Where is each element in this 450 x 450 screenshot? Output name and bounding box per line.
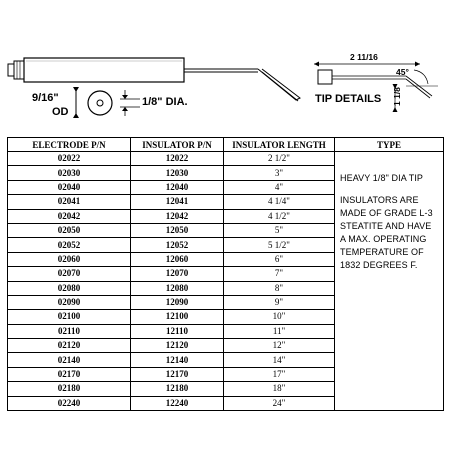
insulator-pn-cell: 12040 — [131, 180, 224, 194]
insulator-pn-cell: 12090 — [131, 295, 224, 309]
insulator-pn-cell: 12140 — [131, 353, 224, 367]
insulator-pn-cell: 12120 — [131, 339, 224, 353]
insulator-length-cell: 11" — [224, 324, 335, 338]
electrode-pn-cell: 02080 — [8, 281, 131, 295]
tip-details-title: TIP DETAILS — [315, 93, 382, 105]
electrode-pn-cell: 02041 — [8, 195, 131, 209]
electrode-drawing — [0, 0, 450, 135]
electrode-pn-cell: 02042 — [8, 209, 131, 223]
insulator-length-cell: 17" — [224, 367, 335, 381]
od-sub-label: OD — [52, 106, 69, 118]
insulator-pn-cell: 12110 — [131, 324, 224, 338]
insulator-pn-cell: 12080 — [131, 281, 224, 295]
electrode-pn-cell: 02120 — [8, 339, 131, 353]
electrode-pn-cell: 02140 — [8, 353, 131, 367]
insulator-length-cell: 18" — [224, 382, 335, 396]
electrode-pn-cell: 02070 — [8, 267, 131, 281]
insulator-length-cell: 4 1/2" — [224, 209, 335, 223]
insulator-pn-cell: 12070 — [131, 267, 224, 281]
electrode-spec-table — [7, 137, 444, 411]
electrode-pn-cell: 02052 — [8, 238, 131, 252]
insulator-length-cell: 24" — [224, 396, 335, 410]
insulator-pn-cell: 12052 — [131, 238, 224, 252]
insulator-length-cell: 7" — [224, 267, 335, 281]
insulator-length-cell: 10" — [224, 310, 335, 324]
electrode-pn-cell: 02040 — [8, 180, 131, 194]
insulator-pn-cell: 12060 — [131, 252, 224, 266]
insulator-length-cell: 5" — [224, 223, 335, 237]
insulator-pn-cell: 12170 — [131, 367, 224, 381]
insulator-length-cell: 9" — [224, 295, 335, 309]
od-label: 9/16" — [32, 92, 59, 104]
table-header-row — [8, 138, 444, 152]
insulator-pn-cell: 12240 — [131, 396, 224, 410]
tip-angle-label: 45° — [396, 67, 409, 77]
electrode-pn-cell: 02090 — [8, 295, 131, 309]
insulator-length-cell: 3" — [224, 166, 335, 180]
tip-length-label: 2 11/16 — [350, 52, 378, 62]
insulator-length-cell: 12" — [224, 339, 335, 353]
electrode-pn-cell: 02110 — [8, 324, 131, 338]
header-electrode-pn: ELECTRODE P/N — [8, 138, 131, 152]
insulator-pn-cell: 12041 — [131, 195, 224, 209]
tip-details-diagram — [314, 52, 438, 112]
insulator-pn-cell: 12042 — [131, 209, 224, 223]
insulator-pn-cell: 12100 — [131, 310, 224, 324]
insulator-length-cell: 2 1/2" — [224, 152, 335, 166]
electrode-pn-cell: 02060 — [8, 252, 131, 266]
electrode-pn-cell: 02030 — [8, 166, 131, 180]
insulator-length-cell: 6" — [224, 252, 335, 266]
type-cell — [335, 152, 444, 411]
type-note-insulator: INSULATORS ARE MADE OF GRADE L-3 STEATITE AND HAVE A MAX. OPERATING TEMPERATURE OF 1832 DEGREES F. — [340, 195, 433, 271]
insulator-pn-cell: 12030 — [131, 166, 224, 180]
header-insulator-length: INSULATOR LENGTH — [224, 138, 335, 152]
table-row — [8, 152, 444, 166]
header-type: TYPE — [335, 138, 444, 152]
insulator-length-cell: 5 1/2" — [224, 238, 335, 252]
insulator-length-cell: 14" — [224, 353, 335, 367]
electrode-pn-cell: 02170 — [8, 367, 131, 381]
insulator-pn-cell: 12050 — [131, 223, 224, 237]
electrode-pn-cell: 02100 — [8, 310, 131, 324]
header-insulator-pn: INSULATOR P/N — [131, 138, 224, 152]
dia-label: 1/8" DIA. — [142, 96, 188, 108]
electrode-pn-cell: 02180 — [8, 382, 131, 396]
type-note-tip: HEAVY 1/8" DIA TIP — [340, 173, 424, 183]
insulator-length-cell: 8" — [224, 281, 335, 295]
insulator-length-cell: 4 1/4" — [224, 195, 335, 209]
electrode-pn-cell: 02050 — [8, 223, 131, 237]
insulator-pn-cell: 12022 — [131, 152, 224, 166]
end-view-diagram — [32, 87, 188, 118]
insulator-pn-cell: 12180 — [131, 382, 224, 396]
tip-offset-label: 1 1/8 — [392, 87, 402, 106]
insulator-length-cell: 4" — [224, 180, 335, 194]
electrode-pn-cell: 02022 — [8, 152, 131, 166]
electrode-pn-cell: 02240 — [8, 396, 131, 410]
